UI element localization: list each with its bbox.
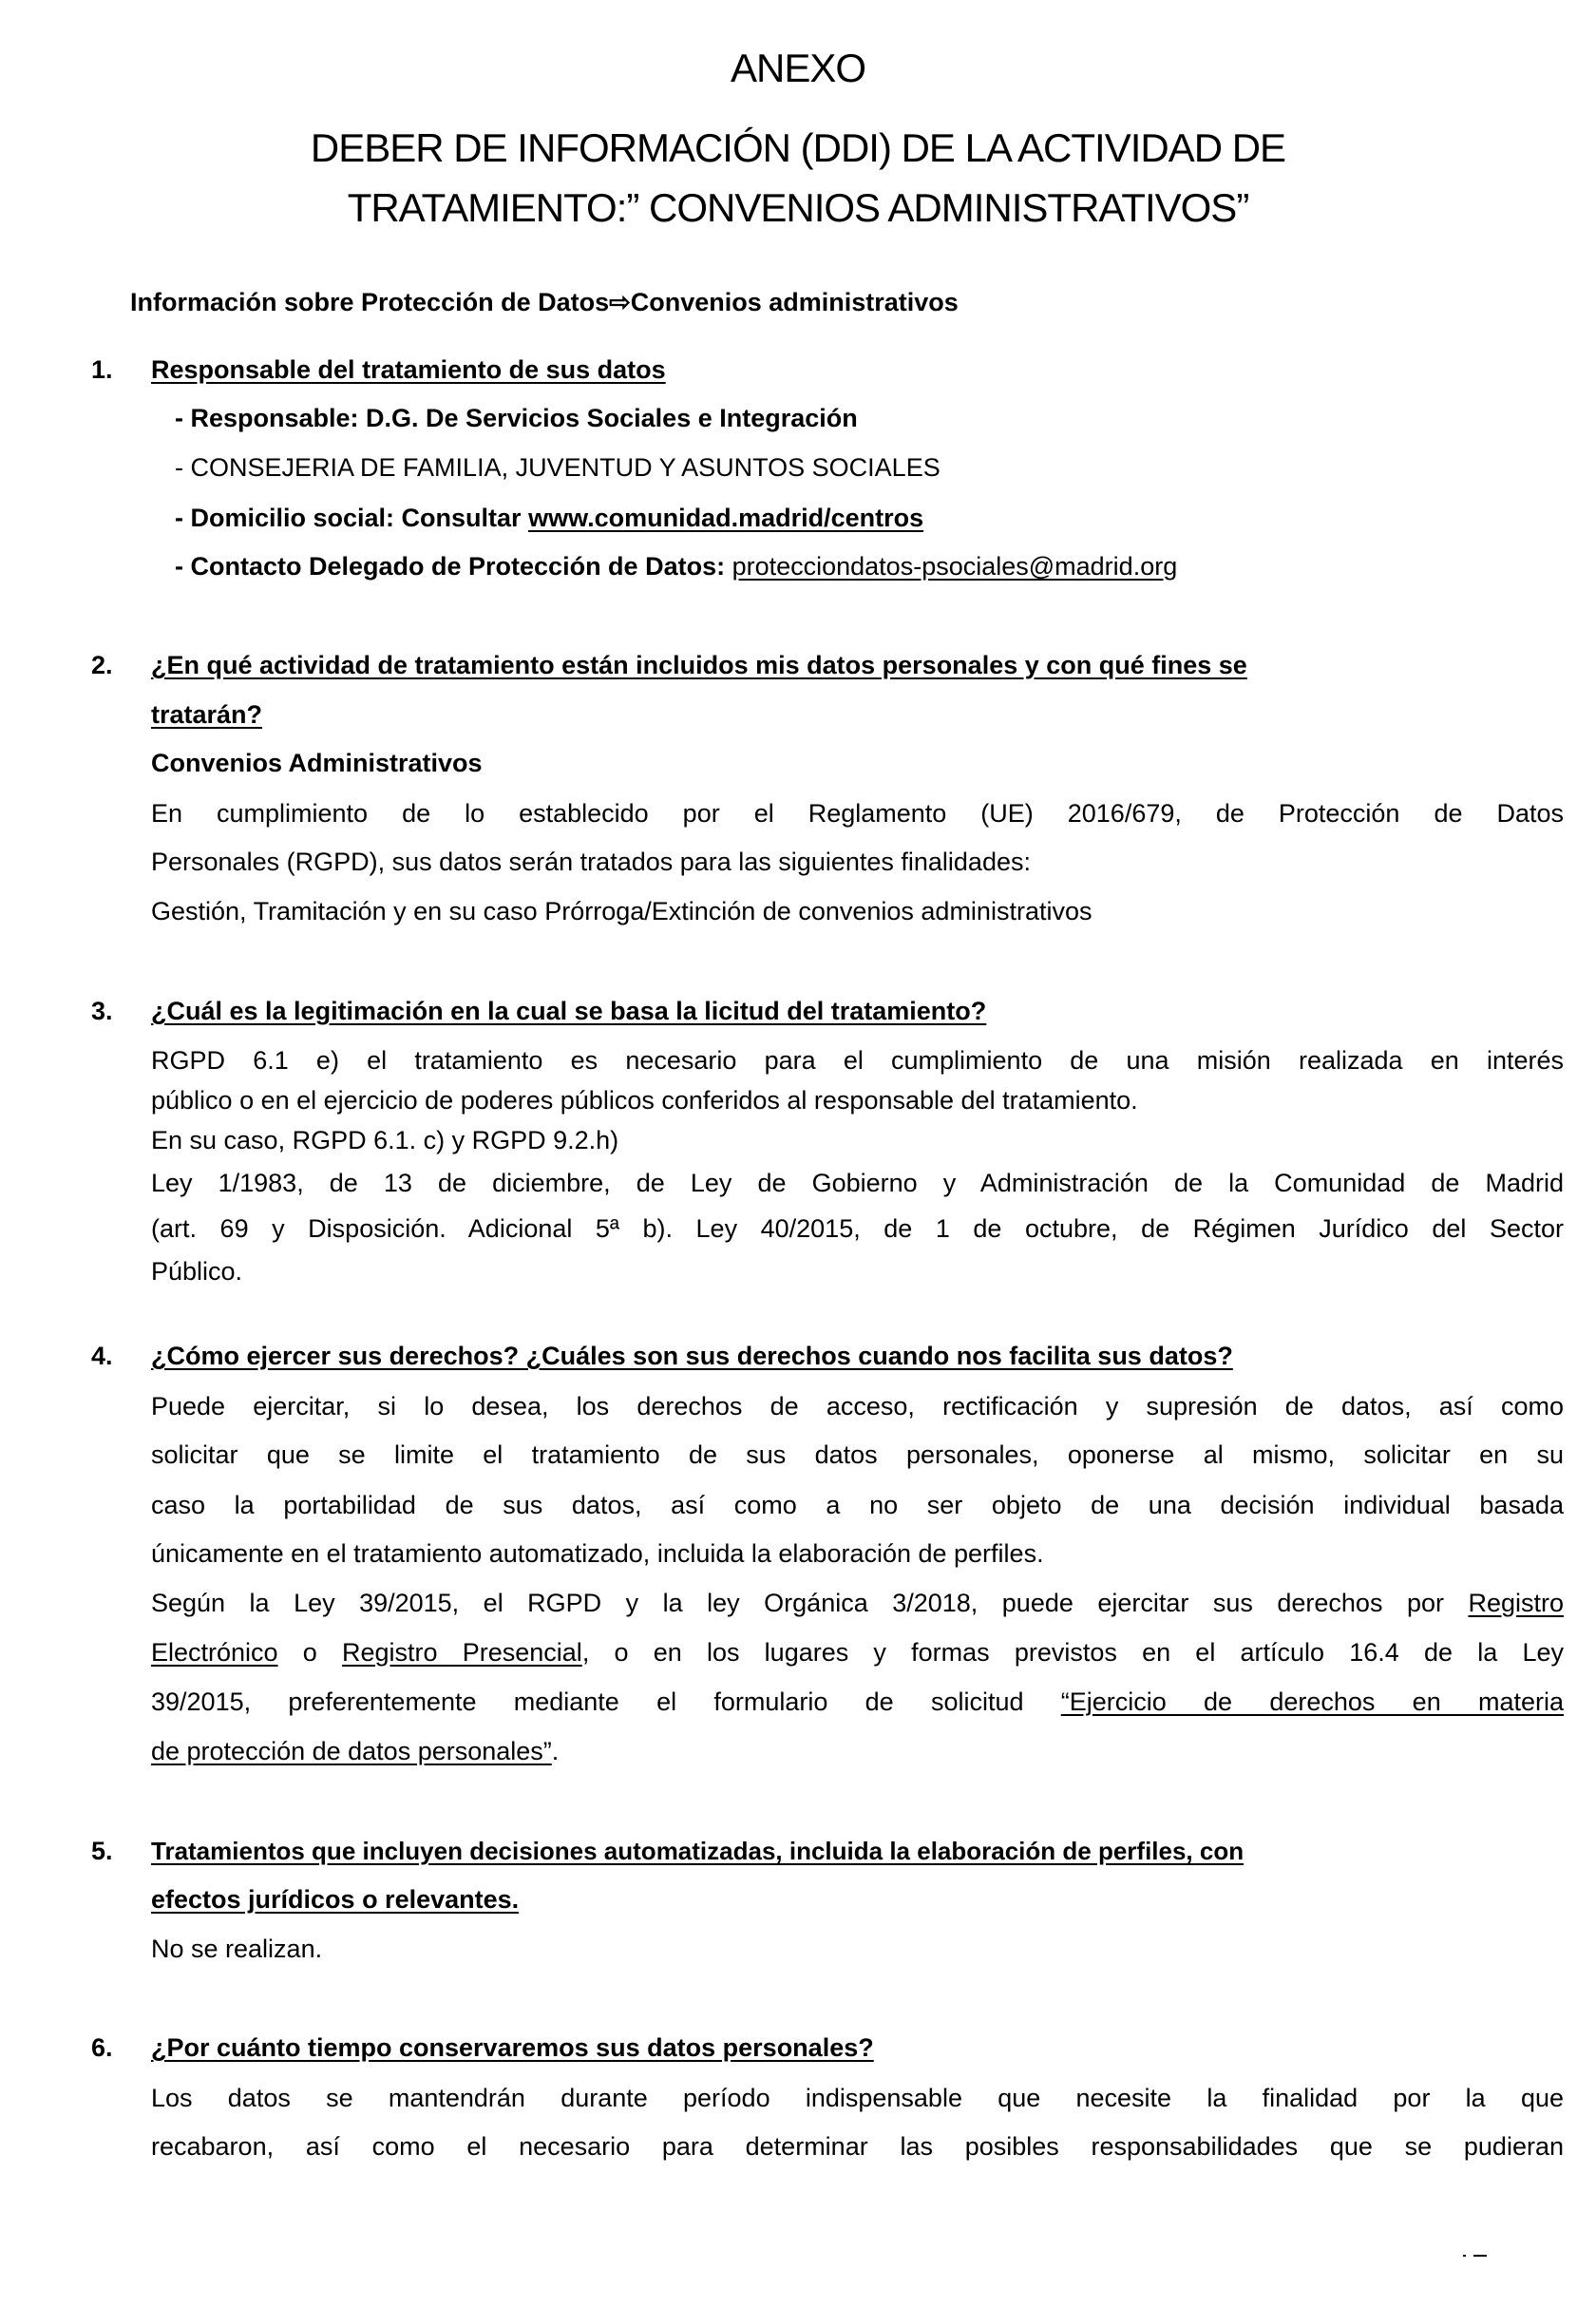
ejercicio-derechos-link[interactable]: “Ejercicio de derechos en materia: [1060, 1687, 1564, 1716]
text-line: Los datos se mantendrán durante período indispensable que necesite la finalidad por la que: [151, 2084, 1564, 2112]
document-title-line2: TRATAMIENTO:” CONVENIOS ADMINISTRATIVOS”: [347, 185, 1249, 230]
section-heading: ¿Por cuánto tiempo conservaremos sus datos personales?: [151, 2033, 874, 2062]
text-line: Ley 1/1983, de 13 de diciembre, de Ley de Gobierno y Administración de la Comunidad de Madrid: [151, 1169, 1564, 1197]
text: Según la Ley 39/2015, el RGPD y la ley Orgánica 3/2018, puede ejercitar sus derechos por: [151, 1589, 1469, 1617]
footer-mark: [1463, 2255, 1466, 2257]
section-heading: Tratamientos que incluyen decisiones automatizadas, incluida la elaboración de perfiles, con: [151, 1837, 1244, 1865]
text-line: Público.: [151, 1257, 243, 1286]
text-line: Puede ejercitar, si lo desea, los derechos de acceso, rectificación y supresión de datos, así como: [151, 1392, 1564, 1420]
text-line: RGPD 6.1 e) el tratamiento es necesario para el cumplimiento de una misión realizada en interés: [151, 1046, 1564, 1075]
text-line: público o en el ejercicio de poderes públicos conferidos al responsable del tratamiento.: [151, 1086, 1138, 1115]
text: .: [551, 1737, 560, 1765]
text-line: Gestión, Tramitación y en su caso Prórroga/Extinción de convenios administrativos: [151, 897, 1092, 925]
text-line: [151, 1687, 1564, 1717]
bullet-contacto: [175, 552, 1177, 582]
document-title-line1: DEBER DE INFORMACIÓN (DDI) DE LA ACTIVIDAD DE: [310, 125, 1286, 170]
email-link[interactable]: protecciondatos-psociales@madrid.org: [732, 552, 1178, 581]
subheading: Convenios Administrativos: [151, 749, 483, 777]
text-line: [151, 1638, 1564, 1668]
text-line: solicitar que se limite el tratamiento de sus datos personales, oponerse al mismo, solicitar en su: [151, 1440, 1564, 1469]
section-heading: ¿En qué actividad de tratamiento están incluidos mis datos personales y con qué fines se: [151, 651, 1247, 679]
ejercicio-derechos-link[interactable]: de protección de datos personales”: [151, 1737, 552, 1765]
intro-line: [130, 288, 959, 317]
section-number: 2.: [91, 651, 113, 679]
label: - Contacto Delegado de Protección de Datos:: [175, 552, 732, 581]
section-number: 3.: [91, 997, 113, 1025]
label: - Domicilio social: Consultar: [175, 504, 529, 532]
registro-electronico-link[interactable]: Registro: [1468, 1589, 1564, 1617]
registro-electronico-link[interactable]: Electrónico: [151, 1638, 278, 1667]
section-heading-cont: efectos jurídicos o relevantes.: [151, 1885, 520, 1914]
text-line: En su caso, RGPD 6.1. c) y RGPD 9.2.h): [151, 1126, 619, 1154]
text-line: [151, 1589, 1564, 1618]
text: 39/2015, preferentemente mediante el formulario de solicitud: [151, 1687, 1061, 1716]
bullet-consejeria: - CONSEJERIA DE FAMILIA, JUVENTUD Y ASUNTOS SOCIALES: [175, 453, 940, 482]
bullet-domicilio: [175, 504, 923, 533]
centros-link[interactable]: www.comunidad.madrid/centros: [528, 504, 924, 532]
section-number: 1.: [91, 355, 113, 384]
section-heading-cont: tratarán?: [151, 700, 263, 729]
text-line: únicamente en el tratamiento automatizado, incluida la elaboración de perfiles.: [151, 1539, 1044, 1568]
section-number: 4.: [91, 1342, 113, 1370]
section-heading: Responsable del tratamiento de sus datos: [151, 355, 666, 384]
bullet-responsable: - Responsable: D.G. De Servicios Sociales e Integración: [175, 404, 858, 432]
annex-title: ANEXO: [730, 46, 866, 90]
text-line: (art. 69 y Disposición. Adicional 5ª b). Ley 40/2015, de 1 de octubre, de Régimen Jurídico del Sector: [151, 1214, 1564, 1243]
section-heading: ¿Cómo ejercer sus derechos? ¿Cuáles son sus derechos cuando nos facilita sus datos?: [151, 1342, 1233, 1370]
text-line: No se realizan.: [151, 1935, 323, 1963]
registro-presencial-link[interactable]: Registro Presencial: [342, 1638, 582, 1667]
intro-right: Convenios administrativos: [630, 288, 959, 316]
intro-left: Información sobre Protección de Datos: [130, 288, 610, 316]
arrow-icon: ⇨: [609, 288, 631, 316]
text-line: caso la portabilidad de sus datos, así como a no ser objeto de una decisión individual basada: [151, 1491, 1564, 1519]
section-number: 5.: [91, 1837, 113, 1865]
section-number: 6.: [91, 2033, 113, 2062]
section-heading: ¿Cuál es la legitimación en la cual se basa la licitud del tratamiento?: [151, 997, 987, 1025]
text-line: recabaron, así como el necesario para determinar las posibles responsabilidades que se pudieran: [151, 2132, 1564, 2161]
text: , o en los lugares y formas previstos en el artículo 16.4 de la Ley: [581, 1638, 1564, 1667]
footer-mark: [1473, 2255, 1487, 2257]
text-line: [151, 1737, 1564, 1766]
text-line: En cumplimiento de lo establecido por el Reglamento (UE) 2016/679, de Protección de Datos: [151, 799, 1564, 828]
text: o: [277, 1638, 342, 1667]
text-line: Personales (RGPD), sus datos serán tratados para las siguientes finalidades:: [151, 848, 1031, 876]
